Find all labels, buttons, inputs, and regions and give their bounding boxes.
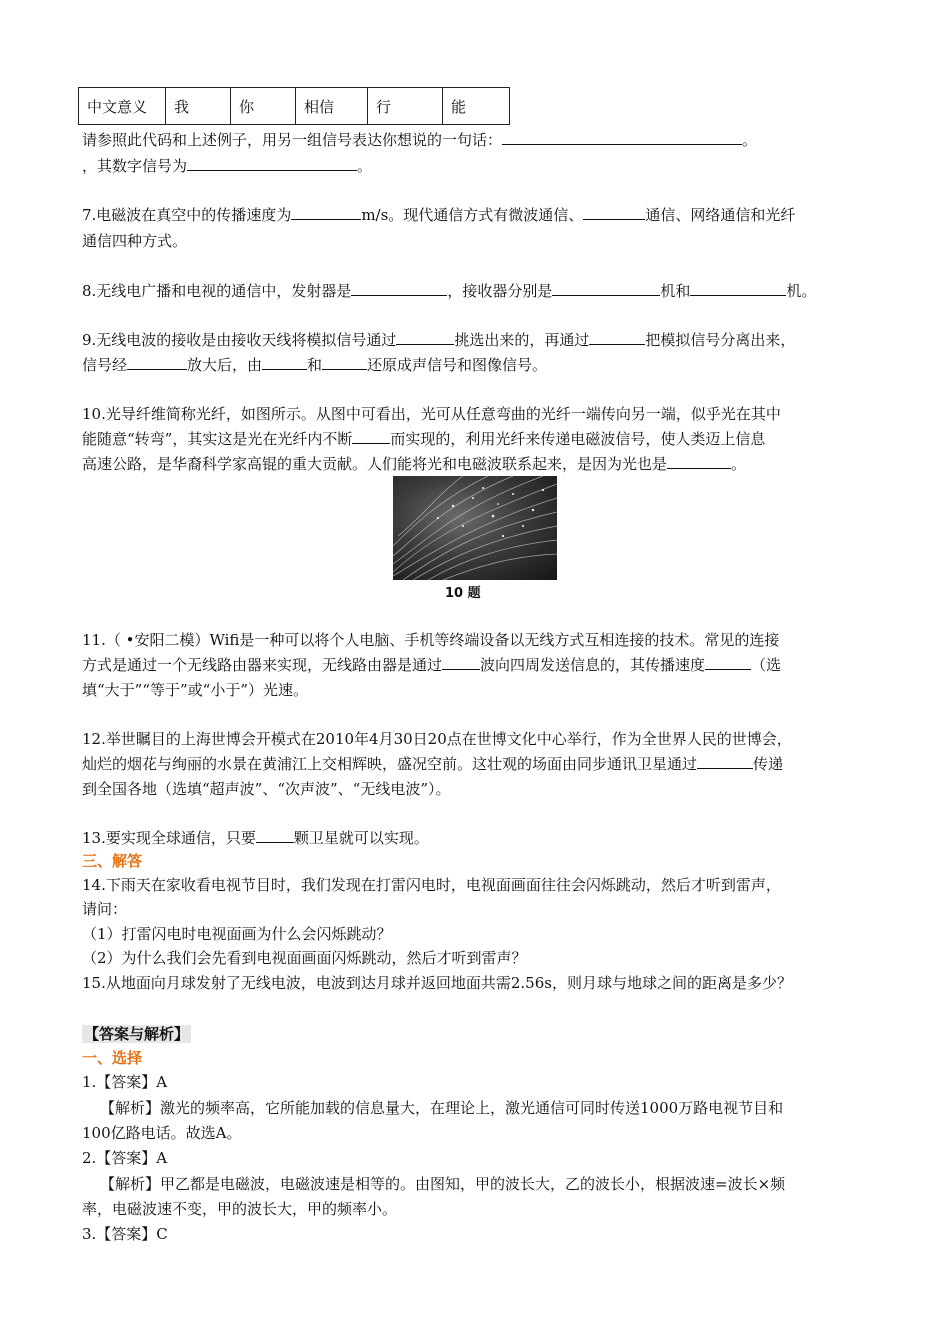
q10-line2: 能随意“转弯”，其实这是光在光纤内不断 而实现的，利用光纤来传递电磁波信号，使人类迈上信息 <box>82 427 890 452</box>
answer-blank[interactable] <box>262 353 307 370</box>
answer-2: 2.【答案】A <box>82 1149 168 1167</box>
answers-tag: 【答案与解析】 <box>84 1025 190 1043</box>
q11-line3: 填“大于”“等于”或“小于”）光速。 <box>82 681 309 699</box>
answer-blank[interactable] <box>697 752 753 769</box>
q11-line1: 11.（ •安阳二模）Wifi是一种可以将个人电脑、手机等终端设备以无线方式互相连接的技术。常见的连接 <box>82 631 780 649</box>
answer-blank[interactable] <box>589 328 645 345</box>
answer-1-explanation-line1: 【解析】激光的频率高，它所能加载的信息量大，在理论上，激光通信可同时传送1000万路电视节目和 <box>100 1099 784 1117</box>
section-heading: 三、解答 <box>82 852 143 870</box>
q12-line2: 灿烂的烟花与绚丽的水景在黄浦江上交相辉映，盛况空前。这壮观的场面由同步通讯卫星通过 传递 <box>82 752 890 777</box>
q14-line4: （2）为什么我们会先看到电视面画面闪烁跳动，然后才听到雷声？ <box>82 949 527 967</box>
table-cell: 能 <box>443 88 510 125</box>
answer-blank[interactable] <box>322 353 367 370</box>
answer-blank[interactable] <box>396 328 454 345</box>
q10-line1: 10.光导纤维简称光纤，如图所示。从图中可看出，光可从任意弯曲的光纤一端传向另一端，似乎光在其中 <box>82 405 781 423</box>
answer-blank[interactable] <box>552 279 660 296</box>
answer-blank[interactable] <box>352 427 390 444</box>
table-cell: 中文意义 <box>79 88 166 125</box>
answer-blank[interactable] <box>127 353 187 370</box>
section-heading: 一、选择 <box>82 1049 143 1067</box>
q9-line1: 9.无线电波的接收是由接收天线将模拟信号通过 挑选出来的，再通过 把模拟信号分离出来， <box>82 328 890 353</box>
table-cell: 我 <box>166 88 231 125</box>
q14-line1: 14.下雨天在家收看电视节目时，我们发现在打雷闪电时，电视面画面往往会闪烁跳动，然后才听到雷声， <box>82 876 781 894</box>
table-row <box>79 88 510 125</box>
answer-blank[interactable] <box>690 279 786 296</box>
answer-blank[interactable] <box>187 154 357 171</box>
answer-blank[interactable] <box>583 203 645 220</box>
q15-line: 15.从地面向月球发射了无线电波，电波到达月球并返回地面共需2.56s，则月球与地球之间的距离是多少？ <box>82 974 792 992</box>
answer-blank[interactable] <box>667 452 731 469</box>
answer-blank[interactable] <box>291 203 361 220</box>
answer-2-explanation-line2: 率，电磁波速不变，甲的波长大，甲的频率小。 <box>82 1200 398 1218</box>
answer-blank[interactable] <box>256 826 294 843</box>
answer-1: 1.【答案】A <box>82 1073 168 1091</box>
q11-line2: 方式是通过一个无线路由器来实现，无线路由器是通过 波向四周发送信息的，其传播速度 （选 <box>82 653 890 678</box>
q12-line1: 12.举世瞩目的上海世博会开模式在2010年4月30日20点在世博文化中心举行，作为全世界人民的世博会， <box>82 730 792 748</box>
answers-tag-line <box>82 1022 890 1047</box>
table-cell: 相信 <box>296 88 368 125</box>
answer-1-explanation-line2: 100亿路电话。故选A。 <box>82 1124 242 1142</box>
q12-line3: 到全国各地（选填“超声波”、“次声波”、“无线电波”）。 <box>82 780 451 798</box>
q7-line2: 通信四种方式。 <box>82 232 188 250</box>
q8-line: 8.无线电广播和电视的通信中，发射器是 ，接收器分别是 机和 机。 <box>82 279 890 304</box>
q9-line2: 信号经 放大后，由 和 还原成声信号和图像信号。 <box>82 353 890 378</box>
table-cell: 你 <box>231 88 296 125</box>
q6-line1: 请参照此代码和上述例子，用另一组信号表达你想说的一句话： 。 <box>82 128 890 153</box>
answer-blank[interactable] <box>442 653 480 670</box>
q10-line3: 高速公路，是华裔科学家高锟的重大贡献。人们能将光和电磁波联系起来，是因为光也是 。 <box>82 452 890 477</box>
q13-line: 13.要实现全球通信，只要 颗卫星就可以实现。 <box>82 826 890 851</box>
q14-line2: 请问： <box>82 900 128 918</box>
q14-line3: （1）打雷闪电时电视面画为什么会闪烁跳动？ <box>82 925 392 943</box>
table-cell: 行 <box>368 88 443 125</box>
q6-line2: ，其数字信号为 。 <box>82 154 890 179</box>
answer-2-explanation-line1: 【解析】甲乙都是电磁波，电磁波速是相等的。由图知，甲的波长大，乙的波长小，根据波速=波长×频 <box>100 1175 786 1193</box>
answer-blank[interactable] <box>502 128 742 145</box>
answer-3: 3.【答案】C <box>82 1225 168 1243</box>
q7-line1: 7.电磁波在真空中的传播速度为 m/s。现代通信方式有微波通信、 通信、网络通信和光纤 <box>82 203 890 228</box>
code-table <box>78 87 510 125</box>
figure-caption: 10 题 <box>445 586 481 601</box>
answer-blank[interactable] <box>705 653 751 670</box>
optical-fiber-image <box>393 476 557 580</box>
answer-blank[interactable] <box>351 279 447 296</box>
